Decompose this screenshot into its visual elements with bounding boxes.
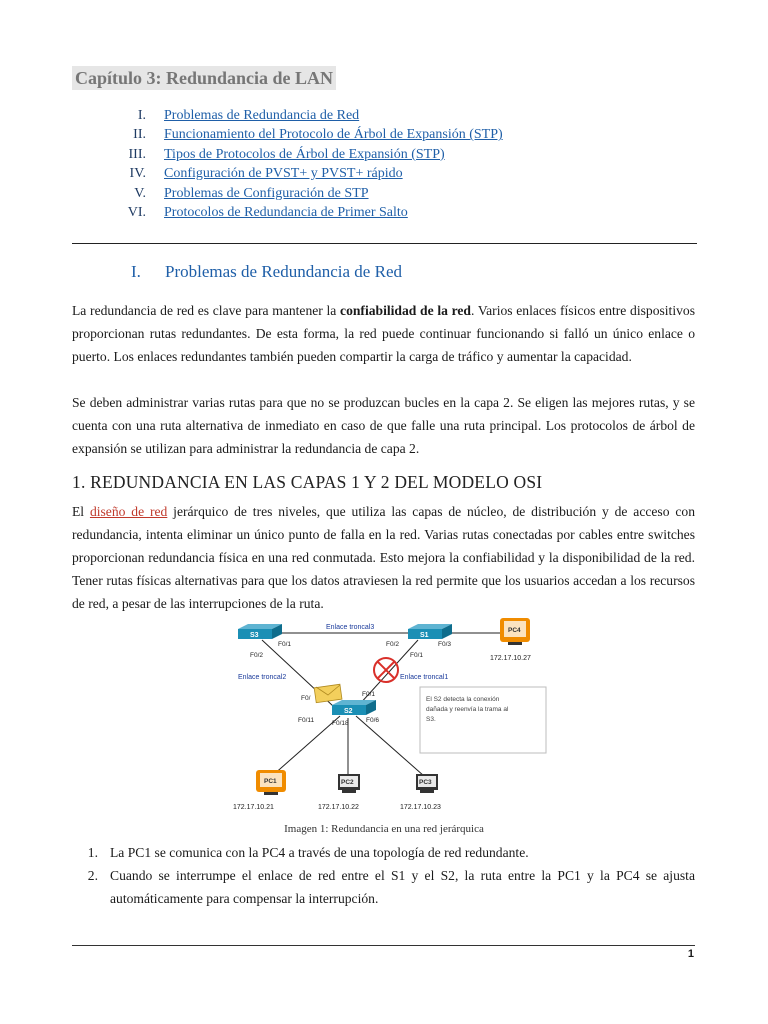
table-of-contents (72, 106, 692, 222)
toc-link[interactable]: Problemas de Configuración de STP (164, 185, 369, 201)
toc-number: III. (128, 146, 146, 162)
toc-item[interactable] (72, 184, 692, 203)
port-label: F0/2 (386, 641, 400, 648)
toc-number: II. (133, 127, 146, 143)
trunk3-label: Enlace troncal3 (326, 624, 375, 631)
toc-item[interactable] (72, 203, 692, 222)
pc2-icon[interactable] (338, 774, 360, 793)
para-text: La redundancia de red es clave para mantener la (72, 303, 341, 318)
s2-pc1-link (272, 716, 340, 776)
chapter-title: Capítulo 3: Redundancia de LAN (72, 66, 336, 90)
list-number: 2. (87, 868, 98, 883)
list-item (72, 841, 695, 864)
list-number: 1. (87, 845, 98, 860)
switch-s1-label: S1 (420, 632, 429, 639)
section-title: Problemas de Redundancia de Red (165, 262, 402, 281)
toc-link[interactable]: Funcionamiento del Protocolo de Árbol de Expansión (STP) (164, 127, 503, 143)
toc-item[interactable] (72, 106, 692, 125)
s2-pc3-link (356, 716, 424, 776)
paragraph-hierarchy (72, 500, 695, 615)
toc-item[interactable] (72, 164, 692, 183)
pc3-label: PC3 (419, 779, 432, 786)
pc3-icon[interactable] (416, 774, 438, 793)
para-bold-text: confiabilidad de la red (340, 303, 471, 318)
switch-s3-label: S3 (250, 632, 259, 639)
port-label: F0/6 (366, 717, 380, 724)
toc-number: IV. (129, 166, 146, 182)
toc-item[interactable] (72, 145, 692, 164)
para-text: jerárquico de tres niveles, que utiliza las capas de núcleo, de distribución y de acceso con redundancia, intenta eliminar un único punto de falla en la red. Varias rutas conectadas por cables entre switches proporcionan redundancia física en una red conmutada. Esto mejora la confiabilidad y la disponibilidad de la red. Tener rutas físicas alternativas para que los datos atraviesen la red permite que los usuarios accedan a los recursos de red, a pesar de las interrupciones de la ruta. (72, 504, 695, 611)
network-design-link[interactable]: diseño de red (89, 504, 168, 519)
section-divider (72, 243, 697, 244)
para-text: El (72, 504, 90, 519)
toc-number: V. (134, 185, 146, 201)
pc3-ip: 172.17.10.23 (400, 804, 441, 811)
toc-item[interactable] (72, 125, 692, 144)
note-text-line: El S2 detecta la conexión (426, 696, 500, 703)
pc4-label: PC4 (508, 627, 521, 634)
port-label: F0/18 (332, 720, 349, 727)
switch-s1[interactable] (408, 624, 452, 639)
switch-s2-label: S2 (344, 708, 353, 715)
pc4-icon[interactable] (500, 618, 530, 645)
port-label: F0/ (301, 695, 311, 702)
port-label: F0/2 (250, 652, 264, 659)
pc1-label: PC1 (264, 778, 277, 785)
ordered-list (72, 841, 695, 910)
pc2-ip: 172.17.10.22 (318, 804, 359, 811)
list-text: Cuando se interrumpe el enlace de red entre el S1 y el S2, la ruta entre la PC1 y la PC4 se ajusta automáticamente para compensar la interrupción. (110, 868, 695, 906)
port-label: F0/11 (298, 717, 315, 724)
frame-envelope-icon (314, 684, 342, 702)
port-label: F0/1 (362, 691, 376, 698)
toc-link[interactable]: Protocolos de Redundancia de Primer Salto (164, 204, 408, 220)
footer-divider (72, 945, 695, 946)
trunk2-label: Enlace troncal2 (238, 674, 287, 681)
network-topology-figure (228, 616, 548, 816)
pc2-label: PC2 (341, 779, 354, 786)
paragraph-intro (72, 299, 695, 368)
list-text: La PC1 se comunica con la PC4 a través de una topología de red redundante. (110, 845, 529, 860)
port-label: F0/1 (410, 652, 424, 659)
toc-link[interactable]: Problemas de Redundancia de Red (164, 108, 360, 123)
toc-link[interactable]: Tipos de Protocolos de Árbol de Expansión (STP) (164, 146, 445, 162)
trunk1-label: Enlace troncal1 (400, 674, 449, 681)
broken-link-icon (374, 658, 398, 682)
pc4-ip: 172.17.10.27 (490, 655, 531, 662)
toc-number: I. (137, 108, 146, 123)
subheading: 1. REDUNDANCIA EN LAS CAPAS 1 Y 2 DEL MODELO OSI (72, 472, 543, 492)
note-text-line: S3. (426, 716, 436, 723)
pc1-ip: 172.17.10.21 (233, 804, 274, 811)
port-label: F0/3 (438, 641, 452, 648)
note-text-line: dañada y reenvía la trama al (426, 706, 509, 713)
switch-s3[interactable] (238, 624, 282, 639)
toc-number: VI. (127, 204, 146, 220)
note-box (420, 687, 546, 753)
figure-caption: Imagen 1: Redundancia en una red jerárquica (284, 823, 484, 835)
para-text: . Varios enlaces físicos entre dispositivos proporcionan rutas redundantes. De esta forma, la red puede continuar funcionando si falló un único enlace o puerto. Los enlaces redundantes también pueden compartir la carga de tráfico y aumentar la capacidad. (72, 303, 695, 364)
paragraph-loops: Se deben administrar varias rutas para que no se produzcan bucles en la capa 2. Se eligen las mejores rutas, y se cuenta con una ruta alternativa de inmediato en caso de que falle una ruta principal. Los protocolos de árbol de expansión se utilizan para administrar la redundancia de capa 2. (72, 395, 695, 456)
pc1-icon[interactable] (256, 770, 286, 795)
page-number: 1 (687, 948, 694, 960)
switch-s2[interactable] (332, 700, 376, 715)
toc-link[interactable]: Configuración de PVST+ y PVST+ rápido (164, 166, 403, 182)
list-item (72, 864, 695, 910)
section-heading (131, 262, 402, 282)
section-number: I. (131, 262, 141, 281)
port-label: F0/1 (278, 641, 292, 648)
